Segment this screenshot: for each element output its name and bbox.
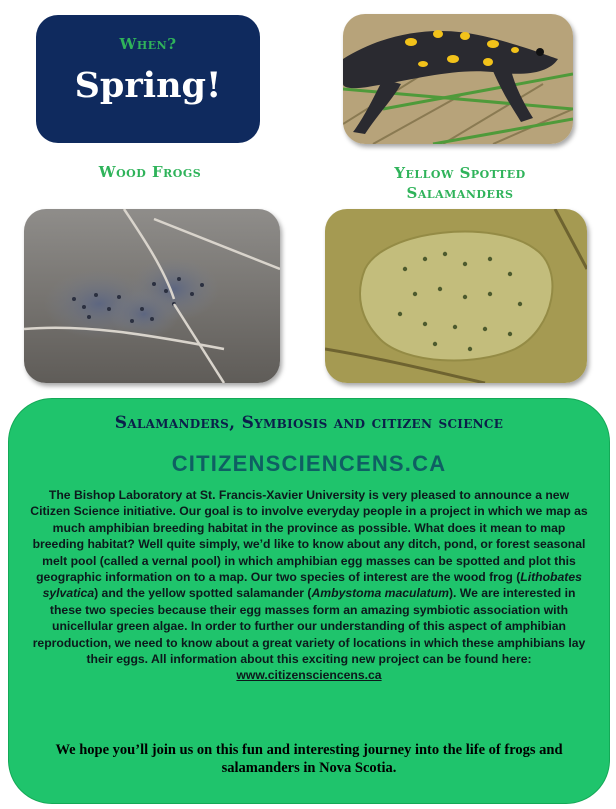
salamander-photo [343,14,573,144]
species-wood-frog: Lithobates sylvatica [42,570,582,601]
salamander-eggs-photo [325,209,587,383]
wood-frog-eggs-photo [24,209,280,383]
when-box [36,15,260,143]
salamanders-caption: Yellow Spotted Salamanders [394,164,526,202]
body-text-2: ) and the yellow spotted salamander ( [94,586,312,601]
panel-title: Salamanders, Symbiosis and citizen science [114,413,504,433]
info-panel [8,398,610,804]
wood-frogs-caption: Wood Frogs [98,163,202,181]
when-value: Spring! [74,65,222,106]
body-text-3: ). We are interested in these two species because their egg masses form an amazing symbiotic association with unicellular green algae. In order to further our understanding of this aspect of amphibian reproduction, we need to know about a great variety of locations in which these amphibians lay their eggs. All information about this exciting new project can be found here: [32,586,586,667]
site-title: CITIZENSCIENCENS.CA [171,451,447,476]
species-salamander: Ambystoma maculatum [311,586,449,601]
when-label: When? [119,35,177,53]
body-paragraph [29,487,589,684]
body-text-1: The Bishop Laboratory at St. Francis-Xavier University is very pleased to announce a new Citizen Science initiative. Our goal is to involve everyday people in a project in which we map as much amphibian breeding habitat in the province as possible. What does it mean to map breeding habitat? Well quite simply, we’d like to know about any ditch, pond, or forest seasonal melt pool (called a vernal pool) in which amphibian egg masses can be spotted and plot this geographic information on to a map. Our two species of interest are the wood frog ( [30,488,588,585]
closing-text: We hope you’ll join us on this fun and interesting journey into the life of frogs and salamanders in Nova Scotia. [55,742,563,776]
website-link[interactable]: www.citizensciencens.ca [236,668,382,683]
